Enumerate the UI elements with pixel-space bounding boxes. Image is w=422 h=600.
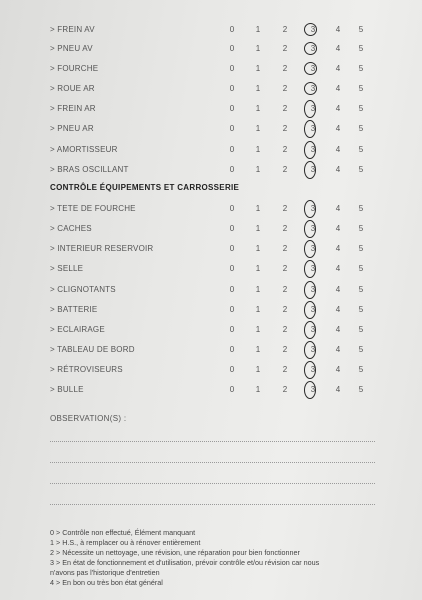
score-4: 4	[335, 44, 341, 53]
score-0: 0	[229, 385, 235, 394]
score-0: 0	[229, 224, 235, 233]
legend-item: 4 > En bon ou très bon état général	[50, 578, 163, 587]
selected-score-circle	[304, 341, 316, 359]
score-5: 5	[358, 204, 364, 213]
score-0: 0	[229, 104, 235, 113]
score-3: 3	[310, 264, 316, 273]
score-4: 4	[335, 264, 341, 273]
row-label: > FREIN AR	[50, 104, 96, 113]
score-1: 1	[255, 244, 261, 253]
score-0: 0	[229, 145, 235, 154]
row-label: > FREIN AV	[50, 25, 95, 34]
score-2: 2	[282, 264, 288, 273]
selected-score-circle	[304, 301, 316, 319]
section-title: CONTRÔLE ÉQUIPEMENTS ET CARROSSERIE	[50, 183, 240, 192]
checklist-row	[0, 82, 422, 96]
score-3: 3	[310, 325, 316, 334]
checklist-row	[0, 163, 422, 177]
score-2: 2	[282, 204, 288, 213]
score-4: 4	[335, 64, 341, 73]
score-3: 3	[310, 244, 316, 253]
score-2: 2	[282, 145, 288, 154]
score-4: 4	[335, 285, 341, 294]
row-label: > TETE DE FOURCHE	[50, 204, 136, 213]
score-1: 1	[255, 124, 261, 133]
score-1: 1	[255, 104, 261, 113]
score-1: 1	[255, 365, 261, 374]
checklist-row	[0, 343, 422, 357]
row-label: > ROUE AR	[50, 84, 95, 93]
score-2: 2	[282, 224, 288, 233]
score-0: 0	[229, 325, 235, 334]
checklist-row	[0, 122, 422, 136]
score-4: 4	[335, 124, 341, 133]
score-legend	[50, 528, 390, 588]
score-3: 3	[310, 345, 316, 354]
score-0: 0	[229, 244, 235, 253]
score-0: 0	[229, 264, 235, 273]
score-3: 3	[310, 165, 316, 174]
score-5: 5	[358, 264, 364, 273]
selected-score-circle	[304, 141, 316, 159]
legend-item: n'avons pas l'historique d'entretien	[50, 568, 160, 577]
score-3: 3	[310, 84, 316, 93]
row-label: > RÉTROVISEURS	[50, 365, 123, 374]
row-label: > AMORTISSEUR	[50, 145, 118, 154]
score-0: 0	[229, 64, 235, 73]
score-2: 2	[282, 44, 288, 53]
score-0: 0	[229, 365, 235, 374]
score-1: 1	[255, 25, 261, 34]
score-3: 3	[310, 385, 316, 394]
selected-score-circle	[304, 100, 316, 118]
score-4: 4	[335, 145, 341, 154]
score-4: 4	[335, 224, 341, 233]
row-label: > PNEU AV	[50, 44, 93, 53]
score-5: 5	[358, 305, 364, 314]
score-3: 3	[310, 124, 316, 133]
score-5: 5	[358, 385, 364, 394]
legend-item: 0 > Contrôle non effectué, Élément manquant	[50, 528, 196, 537]
score-1: 1	[255, 385, 261, 394]
checklist-row	[0, 23, 422, 37]
score-3: 3	[310, 285, 316, 294]
row-label: > CACHES	[50, 224, 92, 233]
selected-score-circle	[304, 120, 316, 138]
score-1: 1	[255, 145, 261, 154]
checklist-row	[0, 303, 422, 317]
row-label: > BRAS OSCILLANT	[50, 165, 129, 174]
legend-item: 3 > En état de fonctionnement et d'utilisation, prévoir contrôle et/ou révision car nous	[50, 558, 320, 567]
score-4: 4	[335, 84, 341, 93]
selected-score-circle	[304, 361, 316, 379]
score-4: 4	[335, 165, 341, 174]
score-5: 5	[358, 325, 364, 334]
score-0: 0	[229, 44, 235, 53]
score-3: 3	[310, 204, 316, 213]
score-1: 1	[255, 325, 261, 334]
score-2: 2	[282, 84, 288, 93]
score-2: 2	[282, 104, 288, 113]
score-4: 4	[335, 305, 341, 314]
row-label: > SELLE	[50, 264, 84, 273]
score-2: 2	[282, 385, 288, 394]
score-2: 2	[282, 244, 288, 253]
score-2: 2	[282, 365, 288, 374]
selected-score-circle	[304, 161, 316, 179]
score-1: 1	[255, 305, 261, 314]
score-5: 5	[358, 25, 364, 34]
score-3: 3	[310, 44, 316, 53]
observation-line[interactable]	[50, 462, 375, 463]
checklist-row	[0, 262, 422, 276]
row-label: > CLIGNOTANTS	[50, 285, 116, 294]
observation-line[interactable]	[50, 504, 375, 505]
row-label: > INTERIEUR RESERVOIR	[50, 244, 154, 253]
observations-label: OBSERVATION(S) :	[50, 414, 127, 423]
selected-score-circle	[304, 281, 316, 299]
checklist-row	[0, 62, 422, 76]
score-4: 4	[335, 365, 341, 374]
row-label: > FOURCHE	[50, 64, 99, 73]
score-2: 2	[282, 285, 288, 294]
score-1: 1	[255, 224, 261, 233]
checklist-row	[0, 202, 422, 216]
score-3: 3	[310, 64, 316, 73]
row-label: > ECLAIRAGE	[50, 325, 105, 334]
score-1: 1	[255, 285, 261, 294]
selected-score-circle	[304, 200, 316, 218]
score-3: 3	[310, 365, 316, 374]
score-2: 2	[282, 325, 288, 334]
score-1: 1	[255, 345, 261, 354]
score-5: 5	[358, 145, 364, 154]
score-5: 5	[358, 84, 364, 93]
checklist-row	[0, 143, 422, 157]
score-2: 2	[282, 305, 288, 314]
checklist-row	[0, 242, 422, 256]
checklist-row	[0, 42, 422, 56]
score-0: 0	[229, 285, 235, 294]
selected-score-circle	[304, 23, 317, 36]
score-4: 4	[335, 345, 341, 354]
selected-score-circle	[304, 62, 317, 75]
checklist-row	[0, 323, 422, 337]
score-1: 1	[255, 64, 261, 73]
score-4: 4	[335, 204, 341, 213]
score-4: 4	[335, 325, 341, 334]
score-0: 0	[229, 84, 235, 93]
selected-score-circle	[304, 82, 317, 95]
score-5: 5	[358, 285, 364, 294]
score-1: 1	[255, 204, 261, 213]
score-5: 5	[358, 365, 364, 374]
score-4: 4	[335, 244, 341, 253]
row-label: > BATTERIE	[50, 305, 98, 314]
checklist-row	[0, 363, 422, 377]
score-3: 3	[310, 224, 316, 233]
score-2: 2	[282, 25, 288, 34]
score-5: 5	[358, 244, 364, 253]
score-5: 5	[358, 104, 364, 113]
score-0: 0	[229, 165, 235, 174]
selected-score-circle	[304, 260, 316, 278]
checklist-row	[0, 102, 422, 116]
row-label: > BULLE	[50, 385, 84, 394]
row-label: > PNEU AR	[50, 124, 94, 133]
score-0: 0	[229, 345, 235, 354]
score-2: 2	[282, 345, 288, 354]
score-4: 4	[335, 385, 341, 394]
score-5: 5	[358, 124, 364, 133]
selected-score-circle	[304, 381, 316, 399]
score-3: 3	[310, 145, 316, 154]
score-3: 3	[310, 305, 316, 314]
score-5: 5	[358, 165, 364, 174]
observation-line[interactable]	[50, 441, 375, 442]
observation-line[interactable]	[50, 483, 375, 484]
score-5: 5	[358, 224, 364, 233]
legend-item: 1 > H.S., à remplacer ou à rénover entièrement	[50, 538, 201, 547]
score-2: 2	[282, 165, 288, 174]
checklist-row	[0, 383, 422, 397]
score-1: 1	[255, 165, 261, 174]
score-5: 5	[358, 345, 364, 354]
score-0: 0	[229, 305, 235, 314]
score-3: 3	[310, 104, 316, 113]
score-0: 0	[229, 204, 235, 213]
score-1: 1	[255, 44, 261, 53]
selected-score-circle	[304, 240, 316, 258]
score-2: 2	[282, 64, 288, 73]
score-5: 5	[358, 44, 364, 53]
row-label: > TABLEAU DE BORD	[50, 345, 135, 354]
score-2: 2	[282, 124, 288, 133]
score-5: 5	[358, 64, 364, 73]
score-3: 3	[310, 25, 316, 34]
checklist-row	[0, 283, 422, 297]
score-1: 1	[255, 264, 261, 273]
score-1: 1	[255, 84, 261, 93]
score-4: 4	[335, 104, 341, 113]
selected-score-circle	[304, 220, 316, 238]
score-4: 4	[335, 25, 341, 34]
score-0: 0	[229, 124, 235, 133]
selected-score-circle	[304, 42, 317, 55]
selected-score-circle	[304, 321, 316, 339]
checklist-row	[0, 222, 422, 236]
legend-item: 2 > Nécessite un nettoyage, une révision, une réparation pour bien fonctionner	[50, 548, 300, 557]
score-0: 0	[229, 25, 235, 34]
